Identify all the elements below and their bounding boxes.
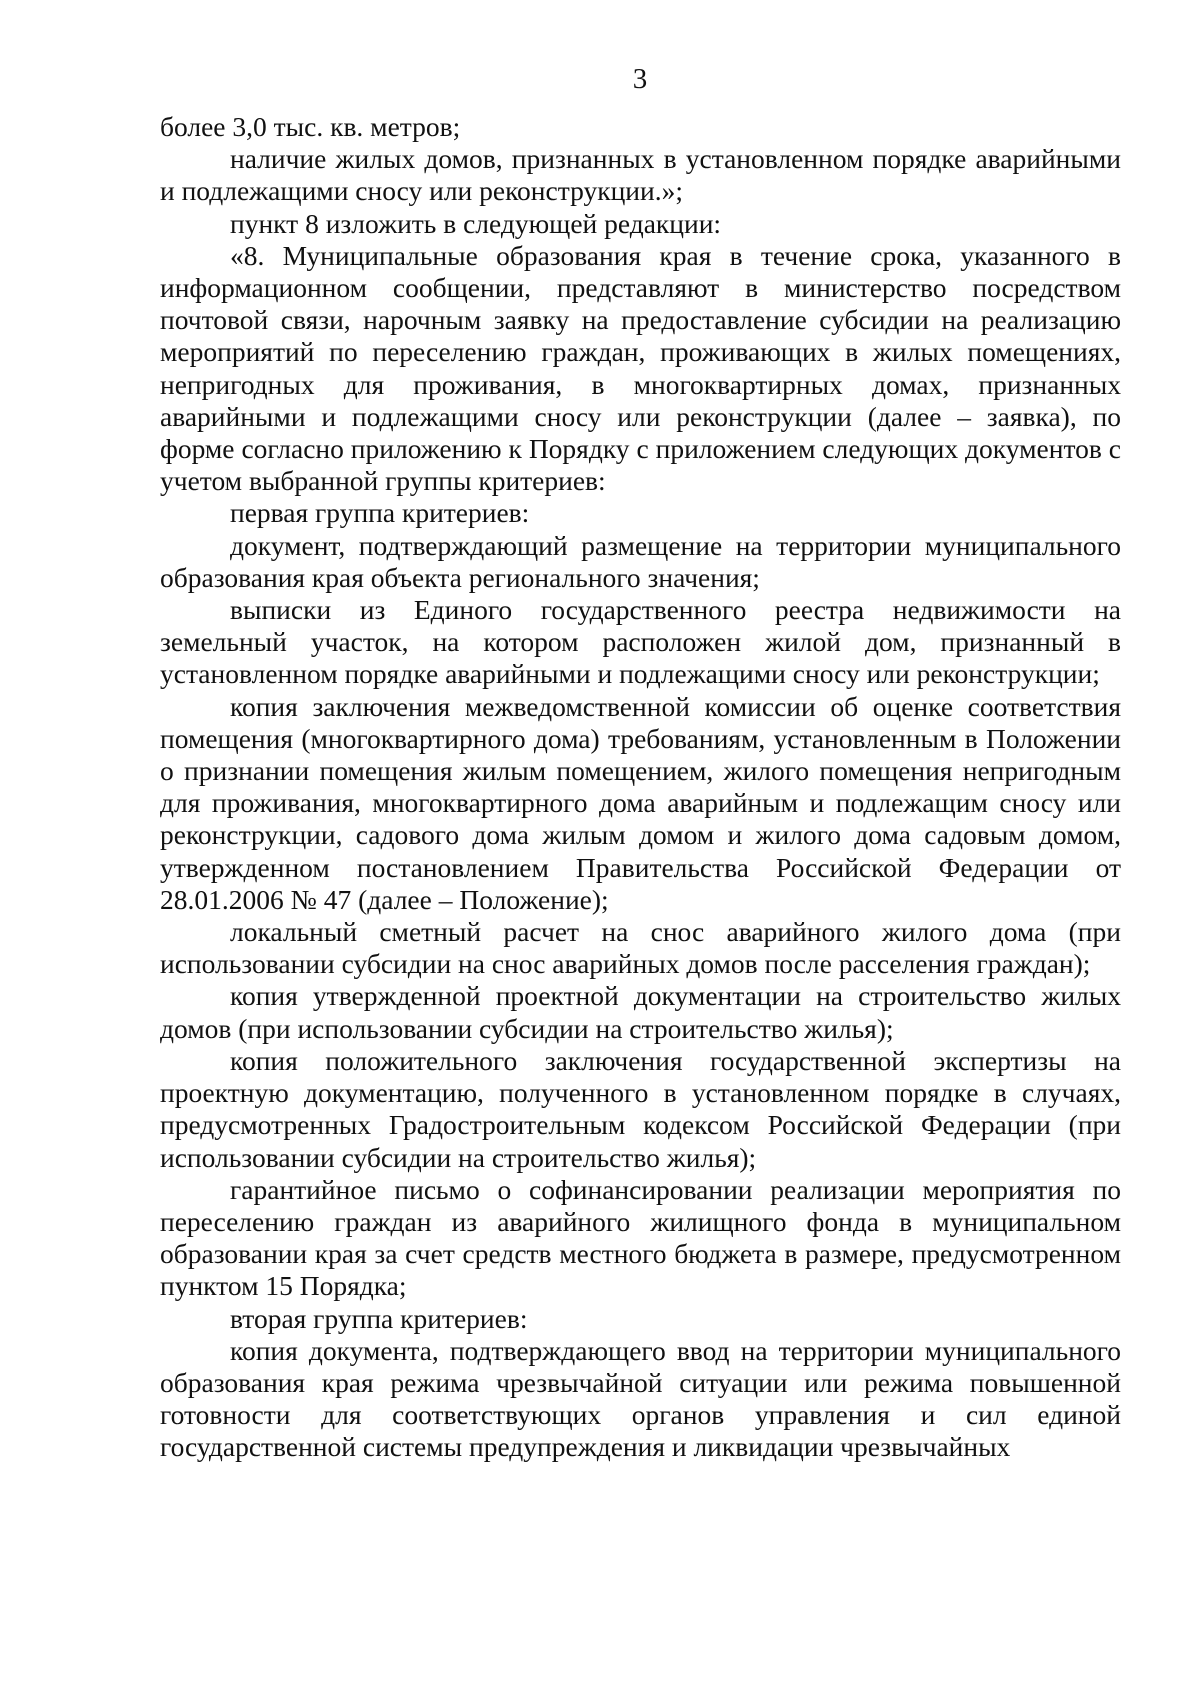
paragraph: копия утвержденной проектной документации на строительство жилых домов (при использовании субсидии на строительство жилья); [160, 980, 1121, 1044]
paragraph: копия заключения межведомственной комиссии об оценке соответствия помещения (многоквартирного дома) требованиям, установленным в Положении о признании помещения жилым помещением, жилого помещения непригодным для проживания, многоквартирного дома аварийным и подлежащим сносу или реконструкции, садового дома жилым домом и жилого дома садовым домом, утвержденном постановлением Правительства Российской Федерации от 28.01.2006 № 47 (далее – Положение); [160, 690, 1121, 915]
paragraph: локальный сметный расчет на снос аварийного жилого дома (при использовании субсидии на снос аварийных домов после расселения граждан); [160, 916, 1121, 980]
paragraph: пункт 8 изложить в следующей редакции: [230, 207, 722, 239]
paragraph-item-8: «8. Муниципальные образования края в течение срока, указанного в информационном сообщении, представляют в министерство посредством почтовой связи, нарочным заявку на предоставление субсидии на реализацию мероприятий по переселению граждан, проживающих в жилых помещениях, непригодных для проживания, в многоквартирных домах, признанных аварийными и подлежащими сносу или реконструкции (далее – заявка), по форме согласно приложению к Порядку с приложением следующих документов с учетом выбранной группы критериев: [160, 239, 1121, 497]
paragraph: копия документа, подтверждающего ввод на территории муниципального образования края режима чрезвычайной ситуации или режима повышенной готовности для соответствующих органов управления и сил единой государственной системы предупреждения и ликвидации чрезвычайных [160, 1334, 1121, 1463]
criteria-group-heading: вторая группа критериев: [230, 1302, 528, 1334]
paragraph: копия положительного заключения государственной экспертизы на проектную документацию, полученного в установленном порядке в случаях, предусмотренных Градостроительным кодексом Российской Федерации (при использовании субсидии на строительство жилья); [160, 1044, 1121, 1173]
document-body [160, 111, 1121, 1464]
paragraph: гарантийное письмо о софинансировании реализации мероприятия по переселению граждан из аварийного жилищного фонда в муниципальном образовании края за счет средств местного бюджета в размере, предусмотренном пунктом 15 Порядка; [160, 1173, 1121, 1302]
criteria-group-heading: первая группа критериев: [230, 497, 530, 529]
paragraph: выписки из Единого государственного реестра недвижимости на земельный участок, на котором расположен жилой дом, признанный в установленном порядке аварийными и подлежащими сносу или реконструкции; [160, 594, 1121, 690]
paragraph: документ, подтверждающий размещение на территории муниципального образования края объекта регионального значения; [160, 529, 1121, 593]
paragraph: наличие жилых домов, признанных в установленном порядке аварийными и подлежащими сносу или реконструкции.»; [160, 143, 1121, 207]
paragraph-continuation: более 3,0 тыс. кв. метров; [160, 111, 461, 142]
page-number: 3 [632, 63, 648, 95]
